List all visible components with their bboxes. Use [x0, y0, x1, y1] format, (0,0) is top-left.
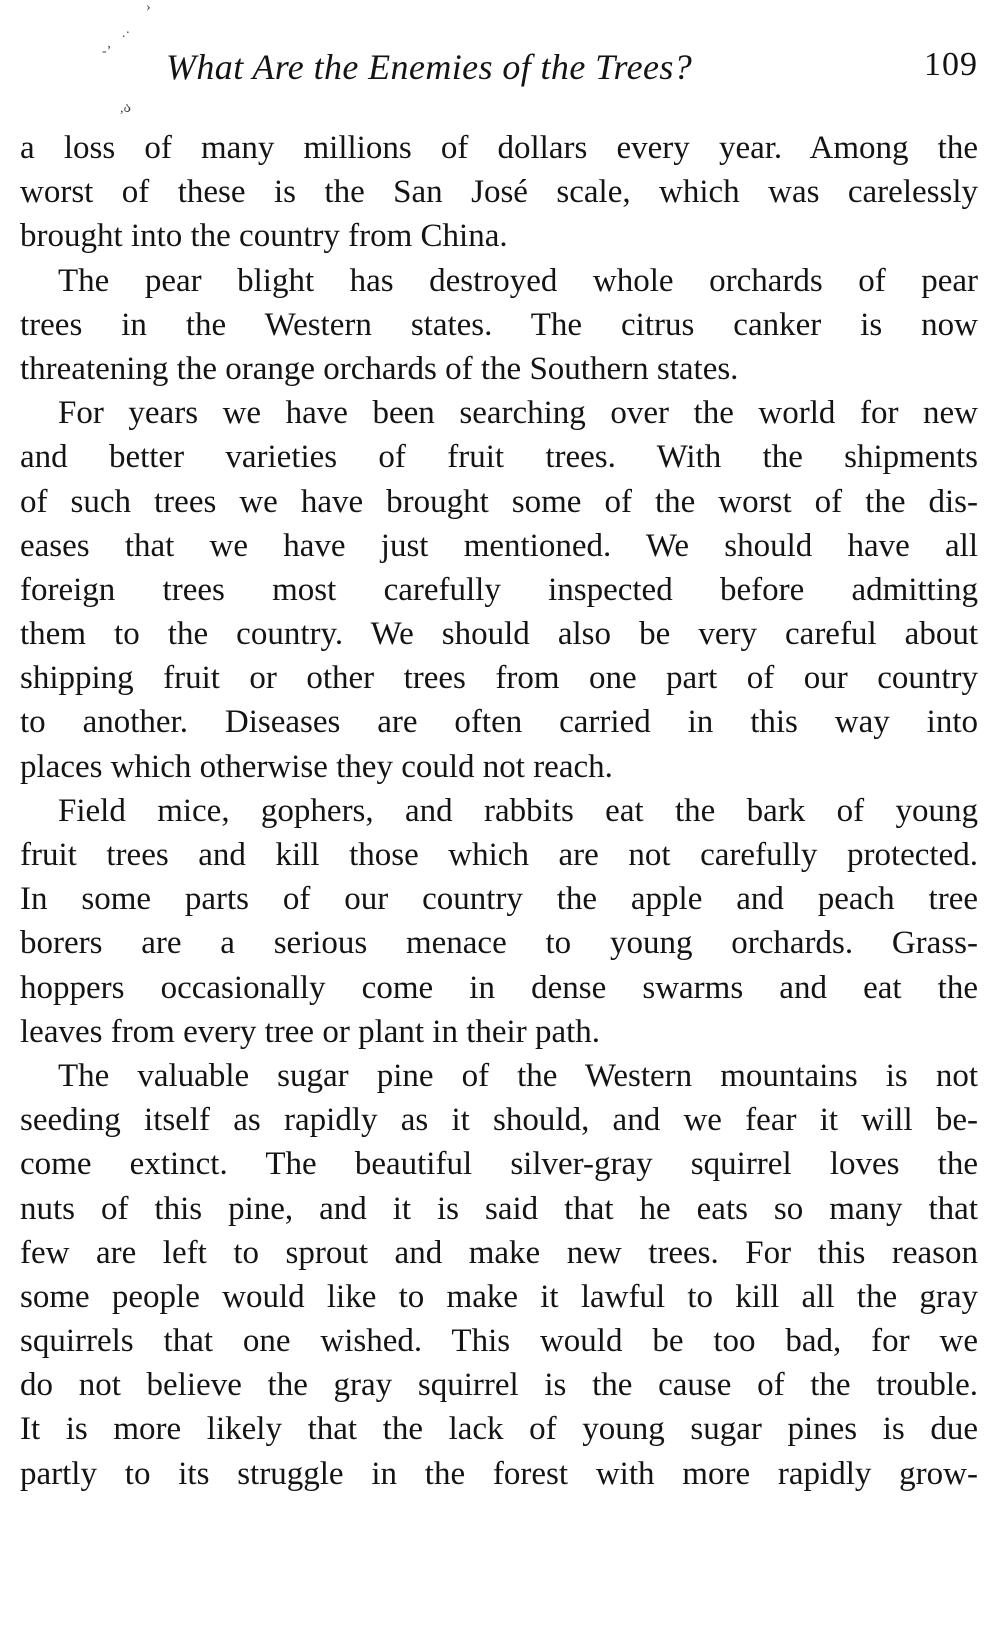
text-line: The pear blight has destroyed whole orchards of pear [58, 262, 978, 299]
text-line: them to the country. We should also be very careful about [20, 616, 978, 653]
text-line: eases that we have just mentioned. We should have all [20, 527, 978, 564]
text-line: trees in the Western states. The citrus canker is now [20, 306, 978, 343]
text-line: nuts of this pine, and it is said that he eats so many that [20, 1190, 978, 1227]
paragraph [20, 126, 978, 259]
text-line: fruit trees and kill those which are not carefully protected. [20, 837, 978, 873]
text-line: few are left to sprout and make new trees. For this reason [20, 1234, 978, 1271]
text-line: brought into the country from China. [20, 218, 508, 255]
paragraph [20, 789, 978, 1054]
text-line: borers are a serious menace to young orchards. Grass- [20, 925, 978, 962]
text-line: squirrels that one wished. This would be too bad, for we [20, 1323, 978, 1360]
running-header [166, 46, 978, 100]
text-line: hoppers occasionally come in dense swarms and eat the [20, 969, 978, 1006]
text-line: For years we have been searching over the world for new [58, 395, 978, 432]
text-line: of such trees we have brought some of the worst of the dis- [20, 483, 978, 520]
text-line: foreign trees most carefully inspected before admitting [20, 571, 978, 608]
text-line: partly to its struggle in the forest with more rapidly grow- [20, 1455, 978, 1492]
text-line: leaves from every tree or plant in their path. [20, 1013, 601, 1050]
text-line: do not believe the gray squirrel is the cause of the trouble. [20, 1367, 978, 1404]
text-line: places which otherwise they could not reach. [20, 748, 613, 785]
paragraph [20, 391, 978, 789]
text-line: The valuable sugar pine of the Western mountains is not [58, 1057, 978, 1094]
page-number: 109 [924, 46, 978, 83]
text-line: threatening the orange orchards of the Southern states. [20, 350, 739, 387]
text-line: In some parts of our country the apple and peach tree [20, 881, 978, 918]
print-speck: ,ა [120, 101, 132, 116]
text-line: worst of these is the San José scale, which was carelessly [20, 174, 978, 211]
text-line: shipping fruit or other trees from one part of our country [20, 660, 978, 697]
text-line: some people would like to make it lawful to kill all the gray [20, 1278, 978, 1315]
text-line: to another. Diseases are often carried in this way into [20, 704, 978, 741]
text-line: Field mice, gophers, and rabbits eat the bark of young [58, 792, 978, 829]
paragraph [20, 259, 978, 392]
text-line: and better varieties of fruit trees. With the shipments [20, 439, 978, 476]
print-speck: -’ [102, 44, 112, 59]
print-speck: › [146, 0, 151, 15]
text-line: seeding itself as rapidly as it should, and we fear it will be- [20, 1102, 978, 1139]
chapter-title: What Are the Enemies of the Trees? [166, 47, 693, 87]
text-line: a loss of many millions of dollars every year. Among the [20, 130, 978, 166]
text-line: come extinct. The beautiful silver-gray squirrel loves the [20, 1146, 978, 1183]
print-speck: .· [122, 26, 131, 41]
body-text [20, 126, 978, 1496]
paragraph [20, 1054, 978, 1496]
text-line: It is more likely that the lack of young sugar pines is due [20, 1411, 978, 1448]
